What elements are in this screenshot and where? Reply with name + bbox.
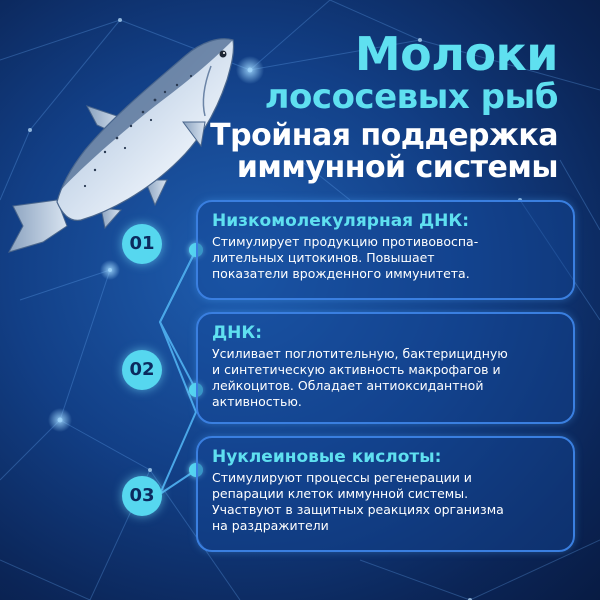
item-number-badge: 02: [122, 350, 162, 390]
card-text-line: Стимулируют процессы регенерации и: [212, 470, 472, 485]
card-text-line: активностью.: [212, 394, 302, 409]
benefit-card-low-molecular-dna: [196, 200, 575, 300]
subtitle-line-1: Тройная поддержка: [210, 118, 558, 153]
card-text-line: и синтетическую активность макрофагов и: [212, 362, 501, 377]
card-title: Нуклеиновые кислоты:: [212, 447, 442, 467]
card-text-line: показатели врожденного иммунитета.: [212, 266, 470, 281]
card-text-line: Стимулирует продукцию противовоспа-: [212, 234, 479, 249]
subtitle-line-2: иммунной системы: [236, 150, 558, 185]
card-text-line: Участвуют в защитных реакциях организма: [212, 502, 504, 517]
item-number-badge: 03: [122, 476, 162, 516]
card-description: [212, 234, 561, 282]
card-text-line: репарации клеток иммунной системы.: [212, 486, 469, 501]
card-text-line: Усиливает поглотительную, бактерицидную: [212, 346, 508, 361]
card-text-line: на раздражители: [212, 518, 329, 533]
title-line-2: лососевых рыб: [264, 77, 558, 117]
title-line-1: Молоки: [354, 27, 558, 81]
card-text-line: лейкоцитов. Обладает антиоксидантной: [212, 378, 484, 393]
card-text-line: лительных цитокинов. Повышает: [212, 250, 435, 265]
card-title: ДНК:: [212, 323, 263, 343]
card-description: [212, 346, 561, 410]
card-title: Низкомолекулярная ДНК:: [212, 211, 470, 231]
item-number-badge: 01: [122, 224, 162, 264]
card-description: [212, 470, 561, 534]
benefit-card-dna: [196, 312, 575, 424]
benefit-card-nucleic-acids: [196, 436, 575, 552]
